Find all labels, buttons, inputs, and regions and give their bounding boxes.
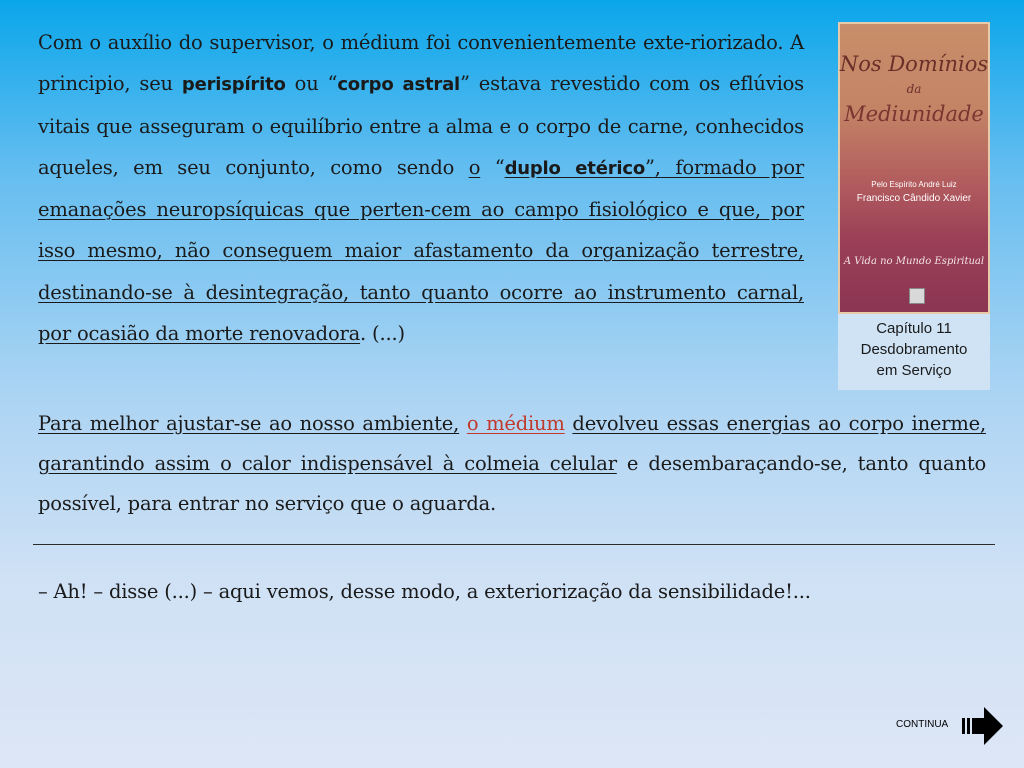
book-cover-image [838, 22, 990, 314]
text-segment: ”, [645, 155, 661, 179]
caption-title-line2: em Serviço [876, 362, 952, 379]
text-segment: ou “ [285, 72, 338, 96]
paragraph-duplo-eterico [38, 22, 804, 354]
book-subtitle: A Vida no Mundo Espiritual [843, 256, 985, 267]
text-segment: “ [480, 155, 505, 179]
underlined-text: devolveu essas energias ao corpo inerme, garantindo assim o calor indispensável à colmeia celular [38, 412, 987, 475]
continue-label: CONTINUA [896, 719, 949, 730]
bold-term-perispirito: perispírito [181, 74, 286, 96]
dialogue-quote: – Ah! – disse (...) – aqui vemos, desse modo, a exteriorização da sensibilidade!... [38, 580, 811, 603]
caption-title-line1: Desdobramento [860, 341, 968, 358]
paragraph-medium-energias [38, 404, 986, 524]
book-caption [838, 318, 990, 381]
text-segment [459, 412, 467, 435]
bold-term-corpo-astral: corpo astral [337, 74, 461, 96]
book-author-line1: Pelo Espírito André Luiz [871, 180, 957, 189]
text-segment: Com o auxílio do supervisor, o médium foi convenientemente exte-riorizado. A principio, seu [38, 31, 804, 96]
horizontal-divider [33, 544, 995, 545]
highlighted-term-medium: o médium [466, 412, 565, 435]
text-segment: . (...) [360, 322, 405, 346]
continue-button[interactable] [896, 705, 1006, 747]
book-author-line2: Francisco Cândido Xavier [856, 193, 972, 204]
bold-term-duplo-eterico: duplo etérico [504, 157, 645, 179]
underlined-text: formado por emanações neuropsíquicas que perten-cem ao campo fisiológico e que, por isso mesmo, não conseguem maior afastamento da organização terrestre, destinando-se à desintegração, tanto quanto ocorre ao instrumento carnal, por ocasião da morte renovadora [38, 155, 805, 346]
book-title-line1: Nos Domínios [839, 52, 989, 76]
underlined-text: Para melhor ajustar-se ao nosso ambiente, [38, 412, 460, 435]
book-title-line3: Mediunidade [844, 102, 984, 126]
underlined-text: o [468, 155, 481, 179]
book-card [838, 22, 990, 390]
text-segment: ” estava revestido com os eflúvios vitais que asseguram o equilíbrio entre a alma e o corpo de carne, conhecidos aqueles, em seu conjunto, como sendo [38, 72, 804, 179]
book-title-line2: da [906, 82, 922, 96]
arrow-right-icon [960, 705, 1004, 747]
publisher-logo-icon [909, 288, 925, 304]
caption-chapter: Capítulo 11 [876, 320, 952, 337]
text-segment: e desembaraçando-se, tanto quanto possível, para entrar no serviço que o aguarda. [38, 452, 986, 515]
